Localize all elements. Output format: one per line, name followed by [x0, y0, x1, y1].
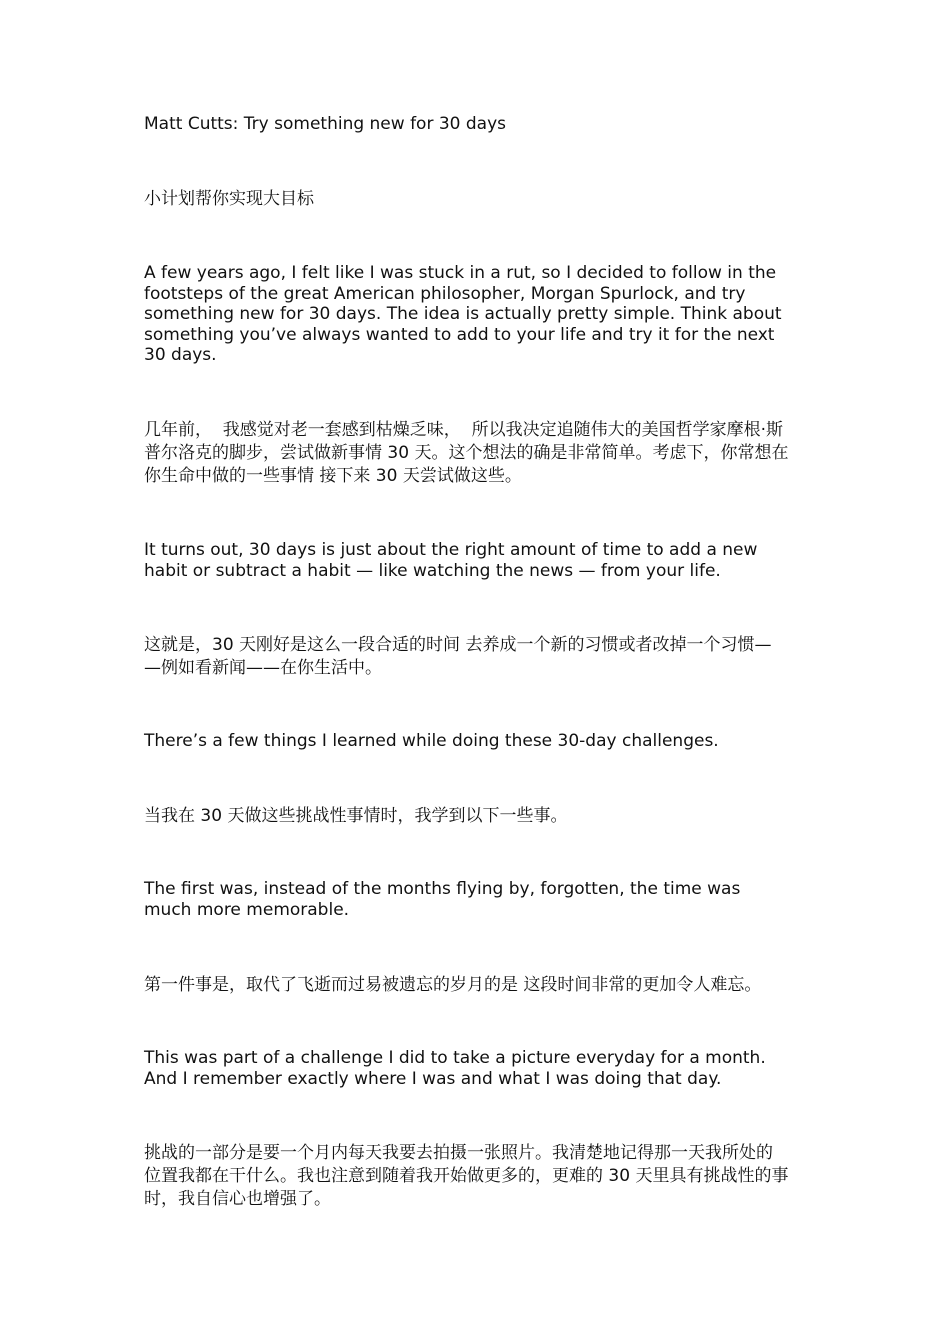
paragraph-chinese-3: 当我在 30 天做这些挑战性事情时，我学到以下一些事。 [144, 806, 568, 826]
paragraph-chinese-1: 几年前， 我感觉对老一套感到枯燥乏味， 所以我决定追随伟大的美国哲学家摩根·斯 普尔洛克的脚步，尝试做新事情 30 天。这个想法的确是非常简单。考虑下，你常想在 你生命中做的一些事情 接下来 30 天尝试做这些。 [144, 420, 789, 486]
paragraph-english-4: The first was, instead of the months flying by, forgotten, the time was much more memorable. [144, 879, 741, 920]
paragraph-english-3: There’s a few things I learned while doing these 30-day challenges. [144, 731, 719, 751]
paragraph-chinese-5: 挑战的一部分是要一个月内每天我要去拍摄一张照片。我清楚地记得那一天我所处的 位置我都在干什么。我也注意到随着我开始做更多的，更难的 30 天里具有挑战性的事 时，我自信心也增强了。 [144, 1143, 789, 1209]
document-title: Matt Cutts: Try something new for 30 days [144, 114, 507, 134]
paragraph-chinese-2: 这就是，30 天刚好是这么一段合适的时间 去养成一个新的习惯或者改掉一个习惯— —例如看新闻——在你生活中。 [144, 635, 772, 678]
paragraph-english-2: It turns out, 30 days is just about the right amount of time to add a new habit or subtract a habit — like watching the news — from your life. [144, 540, 758, 581]
paragraph-english-5: This was part of a challenge I did to take a picture everyday for a month. And I remember exactly where I was and what I was doing that day. [144, 1048, 766, 1089]
paragraph-english-1: A few years ago, I felt like I was stuck in a rut, so I decided to follow in the footsteps of the great American philosopher, Morgan Spurlock, and try something new for 30 days. The idea is actually pretty simple. Think about something you’ve always wanted to add to your life and try it for the next 30 days. [144, 263, 782, 365]
document-subtitle: 小计划帮你实现大目标 [144, 189, 314, 209]
paragraph-chinese-4: 第一件事是，取代了飞逝而过易被遗忘的岁月的是 这段时间非常的更加令人难忘。 [144, 975, 762, 995]
